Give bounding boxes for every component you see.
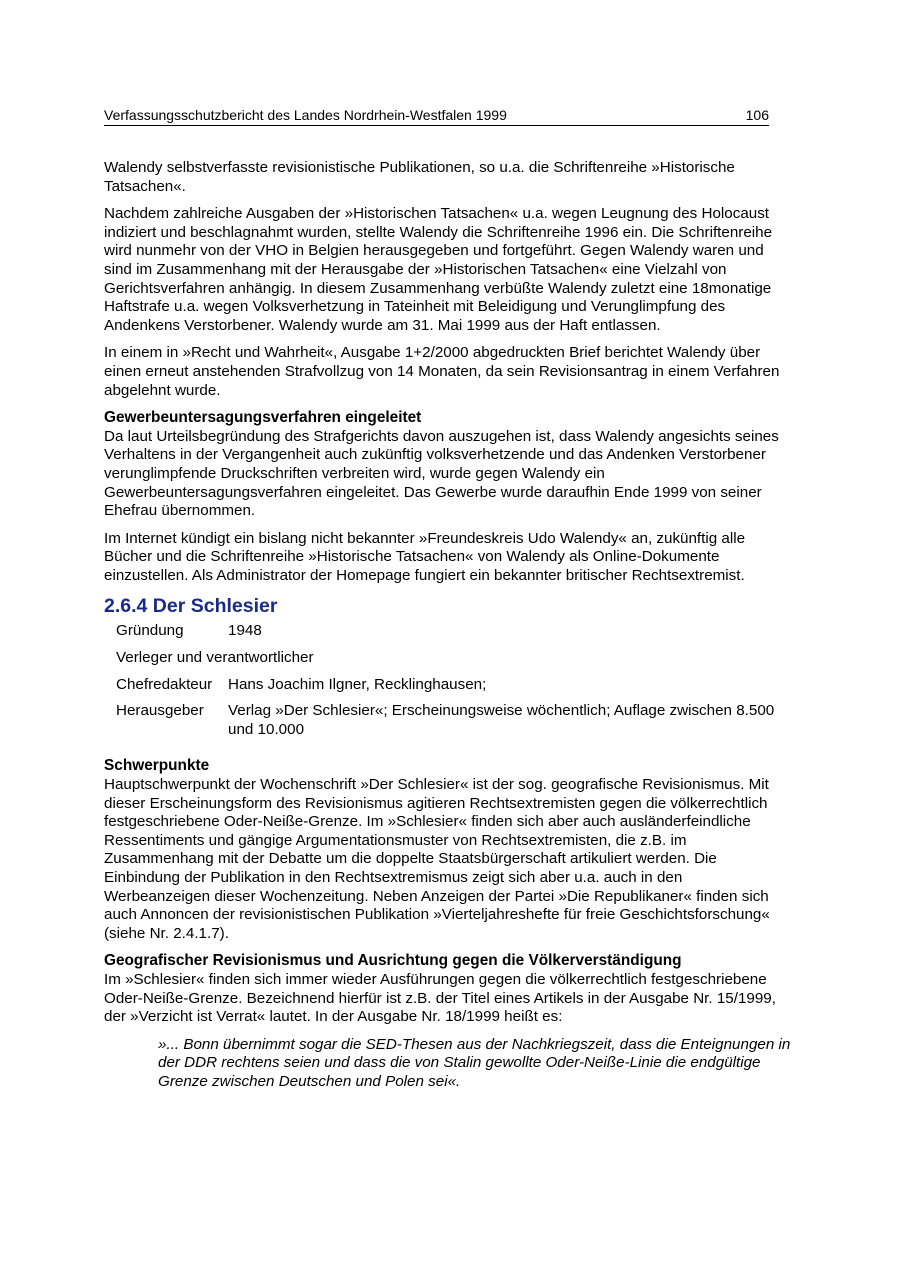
intro-paragraph-1: Walendy selbstverfasste revisionistische Publikationen, so u.a. die Schriftenreihe »Historische Tatsachen«. xyxy=(104,159,735,195)
intro-paragraph-2: Nachdem zahlreiche Ausgaben der »Historischen Tatsachen« u.a. wegen Leugnung des Holocaust indiziert und beschlagnahmt wurden, stellte Walendy die Schriftenreihe 1996 ein. Die Schriftenreihe wird nunmehr von der VHO in Belgien herausgegeben und fortgeführt. Gegen Walendy waren und sind im Zusammenhang mit der Herausgabe der »Historischen Tatsachen« eine Vielzahl von Gerichtsverfahren anhängig. In diesem Zusammenhang verbüßte Walendy zuletzt eine 18monatige Haftstrafe u.a. wegen Volksverhetzung in Tateinheit mit Beleidigung und Verunglimpfung des Andenkens Verstorbener. Walendy wurde am 31. Mai 1999 aus der Haft entlassen. xyxy=(104,205,773,334)
gruendung-label: Gründung xyxy=(116,622,184,640)
chefredakteur-value: Hans Joachim Ilgner, Recklinghausen; xyxy=(228,675,487,693)
verleger-line: Verleger und verantwortlicher xyxy=(116,649,314,667)
gewerbe-heading: Gewerbeuntersagungsverfahren eingeleitet xyxy=(104,409,422,427)
gruendung-value: 1948 xyxy=(228,622,262,640)
header-title: Verfassungsschutzbericht des Landes Nordrhein-Westfalen 1999 xyxy=(104,107,507,123)
document-page xyxy=(104,106,792,1092)
facts-row-verleger xyxy=(116,649,792,676)
schwerpunkte-heading: Schwerpunkte xyxy=(104,757,210,775)
herausgeber-label: Herausgeber xyxy=(116,702,204,720)
section-heading: 2.6.4 Der Schlesier xyxy=(104,595,278,618)
gewerbe-paragraph-2: Im Internet kündigt ein bislang nicht bekannter »Freundeskreis Udo Walendy« an, zukünftig alle Bücher und die Schriftenreihe »Historische Tatsachen« von Walendy als Online-Dokumente einzustellen. Als Administrator der Homepage fungiert ein bekannter britischer Rechtsextremist. xyxy=(104,529,746,584)
facts-row-gruendung xyxy=(116,622,792,649)
facts-row-chefredakteur xyxy=(116,676,792,703)
page-content xyxy=(104,159,792,1092)
running-header xyxy=(104,106,769,126)
chefredakteur-label: Chefredakteur xyxy=(116,675,213,693)
facts-row-herausgeber xyxy=(116,702,792,747)
geografisch-paragraph: Im »Schlesier« finden sich immer wieder Ausführungen gegen die völkerrechtlich festgeschriebene Oder-Neiße-Grenze. Bezeichnend hierfür ist z.B. der Titel eines Artikels in der Ausgabe Nr. 15/1999, der »Verzicht ist Verrat« lautet. In der Ausgabe Nr. 18/1999 heißt es: xyxy=(104,970,776,1026)
geografisch-heading: Geografischer Revisionismus und Ausrichtung gegen die Völkerverständigung xyxy=(104,952,682,970)
herausgeber-value: Verlag »Der Schlesier«; Erscheinungsweise wöchentlich; Auflage zwischen 8.500 und 10.000 xyxy=(228,702,775,738)
gewerbe-paragraph-1: Da laut Urteilsbegründung des Strafgerichts davon auszugehen ist, dass Walendy angesichts seines Verhaltens in der Vergangenheit auch zukünftig volksverhetzende und das Andenken Verstorbener verunglimpfende Druckschriften verbreiten wird, wurde gegen Walendy ein Gewerbeuntersagungsverfahren eingeleitet. Das Gewerbe wurde daraufhin Ende 1999 von seiner Ehefrau übernommen. xyxy=(104,427,779,520)
page-number: 106 xyxy=(745,107,769,123)
schwerpunkte-paragraph: Hauptschwerpunkt der Wochenschrift »Der Schlesier« ist der sog. geografische Revisionismus. Mit dieser Erscheinungsform des Revisionismus agitieren Rechtsextremisten gegen die völkerrechtlich festgeschriebene Oder-Neiße-Grenze. Im »Schlesier« finden sich aber auch ausländerfeindliche Ressentiments und gängige Argumentationsmuster von Rechtsextremisten, die z.B. im Zusammenhang mit der Debatte um die doppelte Staatsbürgerschaft artikuliert werden. Die Einbindung der Publikation in den Rechtsextremismus zeigt sich aber u.a. auch in den Werbeanzeigen dieser Wochenzeitung. Neben Anzeigen der Partei »Die Republikaner« finden sich auch Annoncen der revisionistischen Publikation »Vierteljahreshefte für freie Geschichtsforschung« (siehe Nr. 2.4.1.7). xyxy=(104,776,770,942)
intro-paragraph-3: In einem in »Recht und Wahrheit«, Ausgabe 1+2/2000 abgedruckten Brief berichtet Walendy über einen erneut anstehenden Strafvollzug von 14 Monaten, da sein Revisionsantrag in einem Verfahren abgelehnt wurde. xyxy=(104,344,780,399)
publication-facts-table xyxy=(116,622,792,747)
quotation: »... Bonn übernimmt sogar die SED-Thesen aus der Nachkriegszeit, dass die Enteignungen in der DDR rechtens seien und dass die von Stalin gewollte Oder-Neiße-Linie die endgültige Grenze zwischen Deutschen und Polen sei«. xyxy=(158,1035,791,1090)
